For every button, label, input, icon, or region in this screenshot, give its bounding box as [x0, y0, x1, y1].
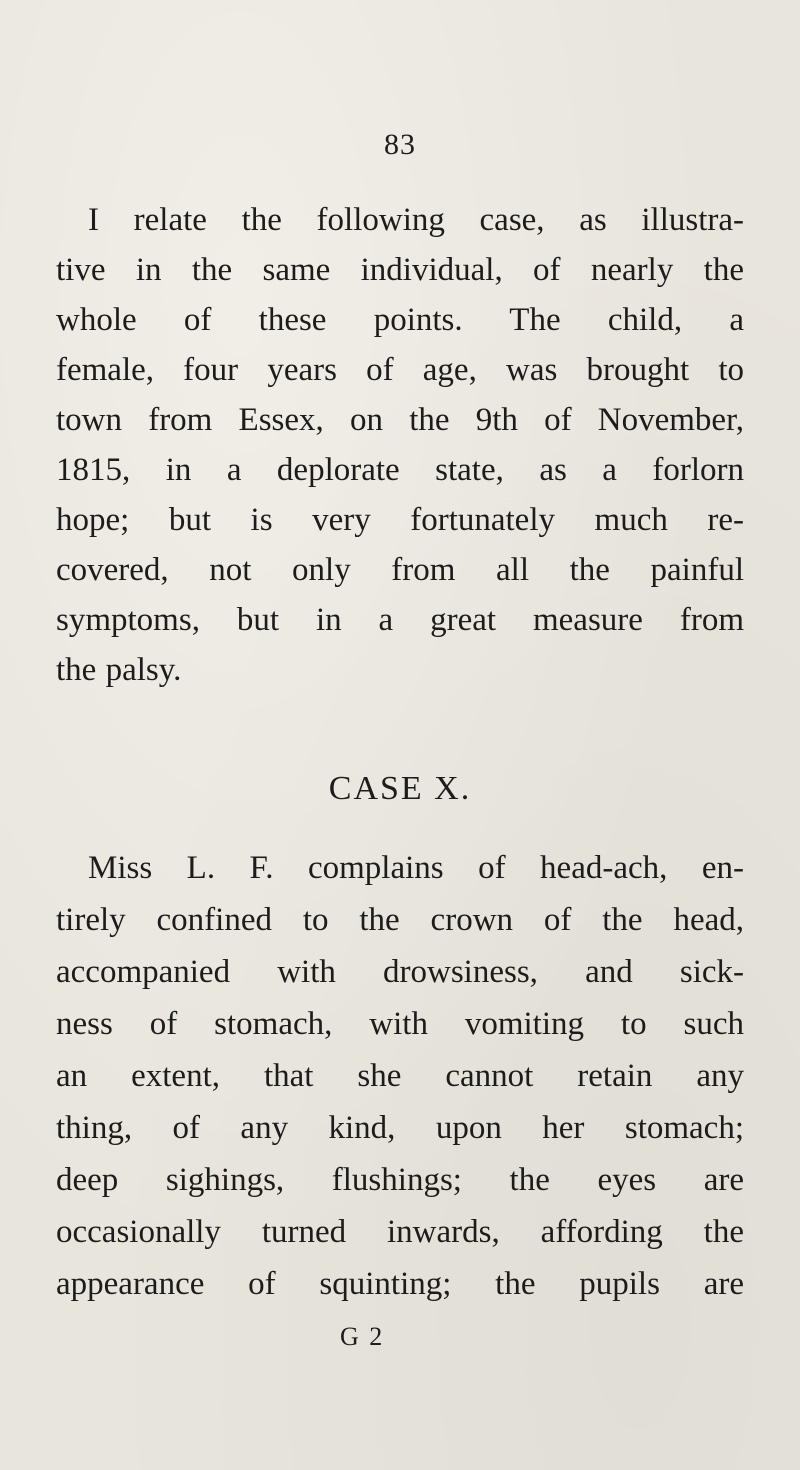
signature-mark: G 2	[340, 1322, 385, 1351]
text-line: ness of stomach, with vomiting to such	[56, 1006, 744, 1042]
text-line: accompanied with drowsiness, and sick-	[56, 954, 744, 990]
text-line: Miss L. F. complains of head-ach, en-	[88, 850, 744, 886]
text-line: female, four years of age, was brought to	[56, 352, 744, 388]
text-line: covered, not only from all the painful	[56, 552, 744, 588]
text-line: occasionally turned inwards, affording the	[56, 1214, 744, 1250]
text-line: tirely confined to the crown of the head,	[56, 902, 744, 938]
text-line: I relate the following case, as illustra-	[88, 202, 744, 238]
text-line: tive in the same individual, of nearly the	[56, 252, 744, 288]
text-line: 1815, in a deplorate state, as a forlorn	[56, 452, 744, 488]
text-line: the palsy.	[56, 652, 182, 688]
text-line: appearance of squinting; the pupils are	[56, 1266, 744, 1302]
text-line: deep sighings, flushings; the eyes are	[56, 1162, 744, 1198]
text-line: whole of these points. The child, a	[56, 302, 744, 338]
text-line: hope; but is very fortunately much re-	[56, 502, 744, 538]
text-line: thing, of any kind, upon her stomach;	[56, 1110, 744, 1146]
text-line: town from Essex, on the 9th of November,	[56, 402, 744, 438]
case-heading: CASE X.	[328, 770, 472, 807]
page-number: 83	[384, 128, 416, 161]
text-line: an extent, that she cannot retain any	[56, 1058, 744, 1094]
text-line: symptoms, but in a great measure from	[56, 602, 744, 638]
